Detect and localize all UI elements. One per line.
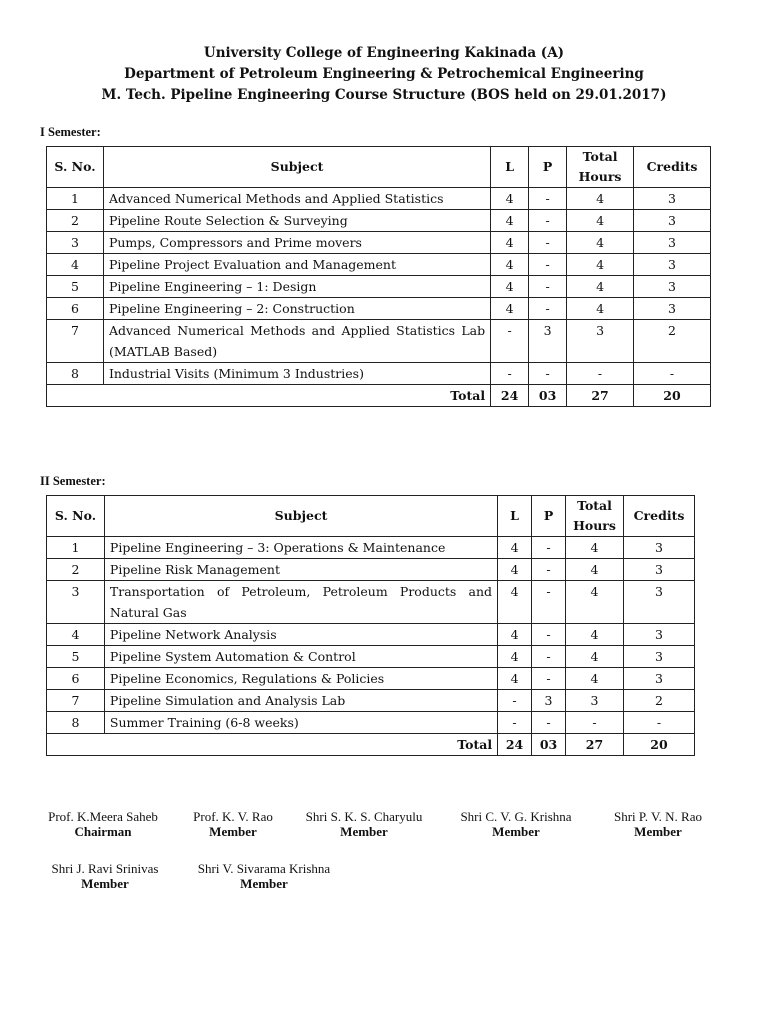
cell-sno: 1 xyxy=(47,188,104,210)
cell-p: - xyxy=(532,581,566,624)
cell-credits: - xyxy=(634,363,711,385)
semester-1-table xyxy=(46,146,711,407)
semester-1-title: I Semester: xyxy=(40,125,101,139)
cell-hours: 4 xyxy=(567,210,634,232)
cell-hours: 4 xyxy=(567,276,634,298)
cell-hours: 4 xyxy=(567,298,634,320)
cell-credits: 3 xyxy=(623,668,694,690)
cell-p: - xyxy=(532,668,566,690)
cell-sno: 8 xyxy=(47,712,105,734)
total-credits: 20 xyxy=(634,385,711,407)
total-l: 24 xyxy=(498,734,532,756)
cell-subject: Pipeline Network Analysis xyxy=(104,624,497,646)
cell-sno: 2 xyxy=(47,559,105,581)
department-name: Department of Petroleum Engineering & Petrochemical Engineering xyxy=(124,66,644,82)
cell-credits: 3 xyxy=(634,254,711,276)
cell-l: 4 xyxy=(491,188,529,210)
table-header-row xyxy=(47,496,695,537)
cell-sno: 4 xyxy=(47,254,104,276)
table-row xyxy=(47,254,711,276)
table-row xyxy=(47,668,695,690)
total-credits: 20 xyxy=(623,734,694,756)
cell-subject: Pipeline Engineering – 3: Operations & Maintenance xyxy=(104,537,497,559)
cell-l: 4 xyxy=(498,646,532,668)
cell-credits: 3 xyxy=(623,559,694,581)
cell-subject: Transportation of Petroleum, Petroleum Products and Natural Gas xyxy=(104,581,497,624)
signatory-name: Shri V. Sivarama Krishna xyxy=(197,861,331,876)
cell-hours: - xyxy=(567,363,634,385)
signatory-role: Member xyxy=(81,876,129,891)
table-row xyxy=(47,712,695,734)
cell-l: - xyxy=(498,712,532,734)
cell-p: - xyxy=(529,232,567,254)
cell-hours: 4 xyxy=(567,254,634,276)
cell-credits: - xyxy=(623,712,694,734)
cell-hours: 3 xyxy=(567,320,634,363)
signatory-name: Shri P. V. N. Rao xyxy=(613,809,703,824)
col-p-header: P xyxy=(529,147,567,188)
cell-hours: - xyxy=(566,712,624,734)
signatory-role: Member xyxy=(492,824,540,839)
signatory-role: Member xyxy=(340,824,388,839)
total-label: Total xyxy=(47,734,498,756)
hours-header-line1: Total xyxy=(577,498,612,513)
total-p: 03 xyxy=(529,385,567,407)
col-subject-header: Subject xyxy=(104,496,497,537)
cell-credits: 3 xyxy=(634,232,711,254)
cell-hours: 4 xyxy=(567,188,634,210)
cell-l: 4 xyxy=(491,232,529,254)
total-p: 03 xyxy=(532,734,566,756)
cell-l: 4 xyxy=(491,276,529,298)
signatory-role: Member xyxy=(209,824,257,839)
cell-credits: 2 xyxy=(634,320,711,363)
table-row xyxy=(47,559,695,581)
cell-p: 3 xyxy=(532,690,566,712)
cell-subject: Pipeline Project Evaluation and Management xyxy=(103,254,490,276)
semester-2-table xyxy=(46,495,695,756)
cell-sno: 7 xyxy=(47,320,104,363)
course-title: M. Tech. Pipeline Engineering Course Structure (BOS held on 29.01.2017) xyxy=(101,87,667,103)
cell-credits: 2 xyxy=(623,690,694,712)
cell-l: - xyxy=(491,363,529,385)
cell-p: - xyxy=(532,559,566,581)
total-hours: 27 xyxy=(567,385,634,407)
signatory-name: Shri J. Ravi Srinivas xyxy=(51,861,159,876)
signatory xyxy=(40,861,170,891)
signatory-name: Prof. K. V. Rao xyxy=(193,809,273,824)
signatory xyxy=(296,809,432,839)
col-hours-header xyxy=(566,496,624,537)
table-row xyxy=(47,276,711,298)
table-row xyxy=(47,624,695,646)
hours-header-line2: Hours xyxy=(578,169,622,184)
cell-sno: 3 xyxy=(47,581,105,624)
cell-credits: 3 xyxy=(623,581,694,624)
cell-l: 4 xyxy=(498,559,532,581)
cell-subject: Pipeline Economics, Regulations & Policies xyxy=(104,668,497,690)
cell-sno: 1 xyxy=(47,537,105,559)
cell-sno: 3 xyxy=(47,232,104,254)
cell-p: 3 xyxy=(529,320,567,363)
cell-sno: 2 xyxy=(47,210,104,232)
col-subject-header: Subject xyxy=(103,147,490,188)
table-header-row xyxy=(47,147,711,188)
signatory-role: Member xyxy=(634,824,682,839)
signatory xyxy=(186,861,342,891)
signatory xyxy=(178,809,288,839)
cell-sno: 5 xyxy=(47,646,105,668)
cell-subject: Summer Training (6-8 weeks) xyxy=(104,712,497,734)
cell-credits: 3 xyxy=(634,276,711,298)
cell-hours: 4 xyxy=(566,624,624,646)
cell-l: - xyxy=(498,690,532,712)
cell-hours: 4 xyxy=(566,581,624,624)
cell-p: - xyxy=(532,624,566,646)
cell-hours: 4 xyxy=(566,537,624,559)
total-row xyxy=(47,734,695,756)
total-hours: 27 xyxy=(566,734,624,756)
cell-credits: 3 xyxy=(634,188,711,210)
cell-credits: 3 xyxy=(623,624,694,646)
total-row xyxy=(47,385,711,407)
table-row xyxy=(47,690,695,712)
signatory xyxy=(448,809,584,839)
signatory-name: Shri S. K. S. Charyulu xyxy=(305,809,423,824)
cell-hours: 4 xyxy=(567,232,634,254)
cell-p: - xyxy=(532,646,566,668)
signatory xyxy=(40,809,166,839)
table-row xyxy=(47,581,695,624)
cell-credits: 3 xyxy=(623,537,694,559)
signatory-role: Member xyxy=(240,876,288,891)
university-name: University College of Engineering Kakinada (A) xyxy=(203,45,565,61)
cell-subject: Pipeline Engineering – 1: Design xyxy=(103,276,490,298)
cell-credits: 3 xyxy=(634,210,711,232)
cell-hours: 3 xyxy=(566,690,624,712)
cell-p: - xyxy=(529,276,567,298)
cell-l: 4 xyxy=(498,537,532,559)
table-row xyxy=(47,188,711,210)
cell-subject: Pipeline Engineering – 2: Construction xyxy=(103,298,490,320)
cell-l: 4 xyxy=(491,254,529,276)
signatory-name: Shri C. V. G. Krishna xyxy=(460,809,572,824)
hours-header-line2: Hours xyxy=(573,518,616,533)
cell-subject: Advanced Numerical Methods and Applied Statistics xyxy=(103,188,490,210)
cell-credits: 3 xyxy=(623,646,694,668)
cell-credits: 3 xyxy=(634,298,711,320)
cell-p: - xyxy=(529,210,567,232)
table-row xyxy=(47,210,711,232)
table-row xyxy=(47,537,695,559)
cell-p: - xyxy=(529,254,567,276)
col-sno-header: S. No. xyxy=(47,496,105,537)
cell-l: - xyxy=(491,320,529,363)
cell-sno: 6 xyxy=(47,668,105,690)
cell-l: 4 xyxy=(491,298,529,320)
cell-subject: Pumps, Compressors and Prime movers xyxy=(103,232,490,254)
col-credits-header: Credits xyxy=(634,147,711,188)
cell-l: 4 xyxy=(498,624,532,646)
cell-p: - xyxy=(532,537,566,559)
hours-header-line1: Total xyxy=(582,149,618,164)
total-l: 24 xyxy=(491,385,529,407)
signatory-name: Prof. K.Meera Saheb xyxy=(48,809,158,824)
table-row xyxy=(47,646,695,668)
cell-sno: 8 xyxy=(47,363,104,385)
table-row xyxy=(47,232,711,254)
cell-sno: 7 xyxy=(47,690,105,712)
cell-l: 4 xyxy=(498,668,532,690)
cell-subject: Industrial Visits (Minimum 3 Industries) xyxy=(103,363,490,385)
table-row xyxy=(47,363,711,385)
cell-hours: 4 xyxy=(566,668,624,690)
table-row xyxy=(47,298,711,320)
col-sno-header: S. No. xyxy=(47,147,104,188)
semester-2-title: II Semester: xyxy=(40,474,106,488)
col-l-header: L xyxy=(498,496,532,537)
cell-subject: Pipeline Route Selection & Surveying xyxy=(103,210,490,232)
cell-l: 4 xyxy=(491,210,529,232)
total-label: Total xyxy=(47,385,491,407)
signatory-role: Chairman xyxy=(74,824,132,839)
cell-subject: Pipeline Simulation and Analysis Lab xyxy=(104,690,497,712)
cell-p: - xyxy=(529,188,567,210)
cell-sno: 4 xyxy=(47,624,105,646)
cell-p: - xyxy=(529,298,567,320)
cell-p: - xyxy=(532,712,566,734)
cell-subject: Pipeline System Automation & Control xyxy=(104,646,497,668)
cell-l: 4 xyxy=(498,581,532,624)
col-p-header: P xyxy=(532,496,566,537)
cell-hours: 4 xyxy=(566,559,624,581)
col-credits-header: Credits xyxy=(623,496,694,537)
cell-subject: Advanced Numerical Methods and Applied Statistics Lab (MATLAB Based) xyxy=(103,320,490,363)
cell-sno: 5 xyxy=(47,276,104,298)
signatory xyxy=(602,809,714,839)
cell-hours: 4 xyxy=(566,646,624,668)
table-row xyxy=(47,320,711,363)
cell-p: - xyxy=(529,363,567,385)
cell-subject: Pipeline Risk Management xyxy=(104,559,497,581)
col-l-header: L xyxy=(491,147,529,188)
document-header xyxy=(0,43,768,106)
cell-sno: 6 xyxy=(47,298,104,320)
col-hours-header xyxy=(567,147,634,188)
